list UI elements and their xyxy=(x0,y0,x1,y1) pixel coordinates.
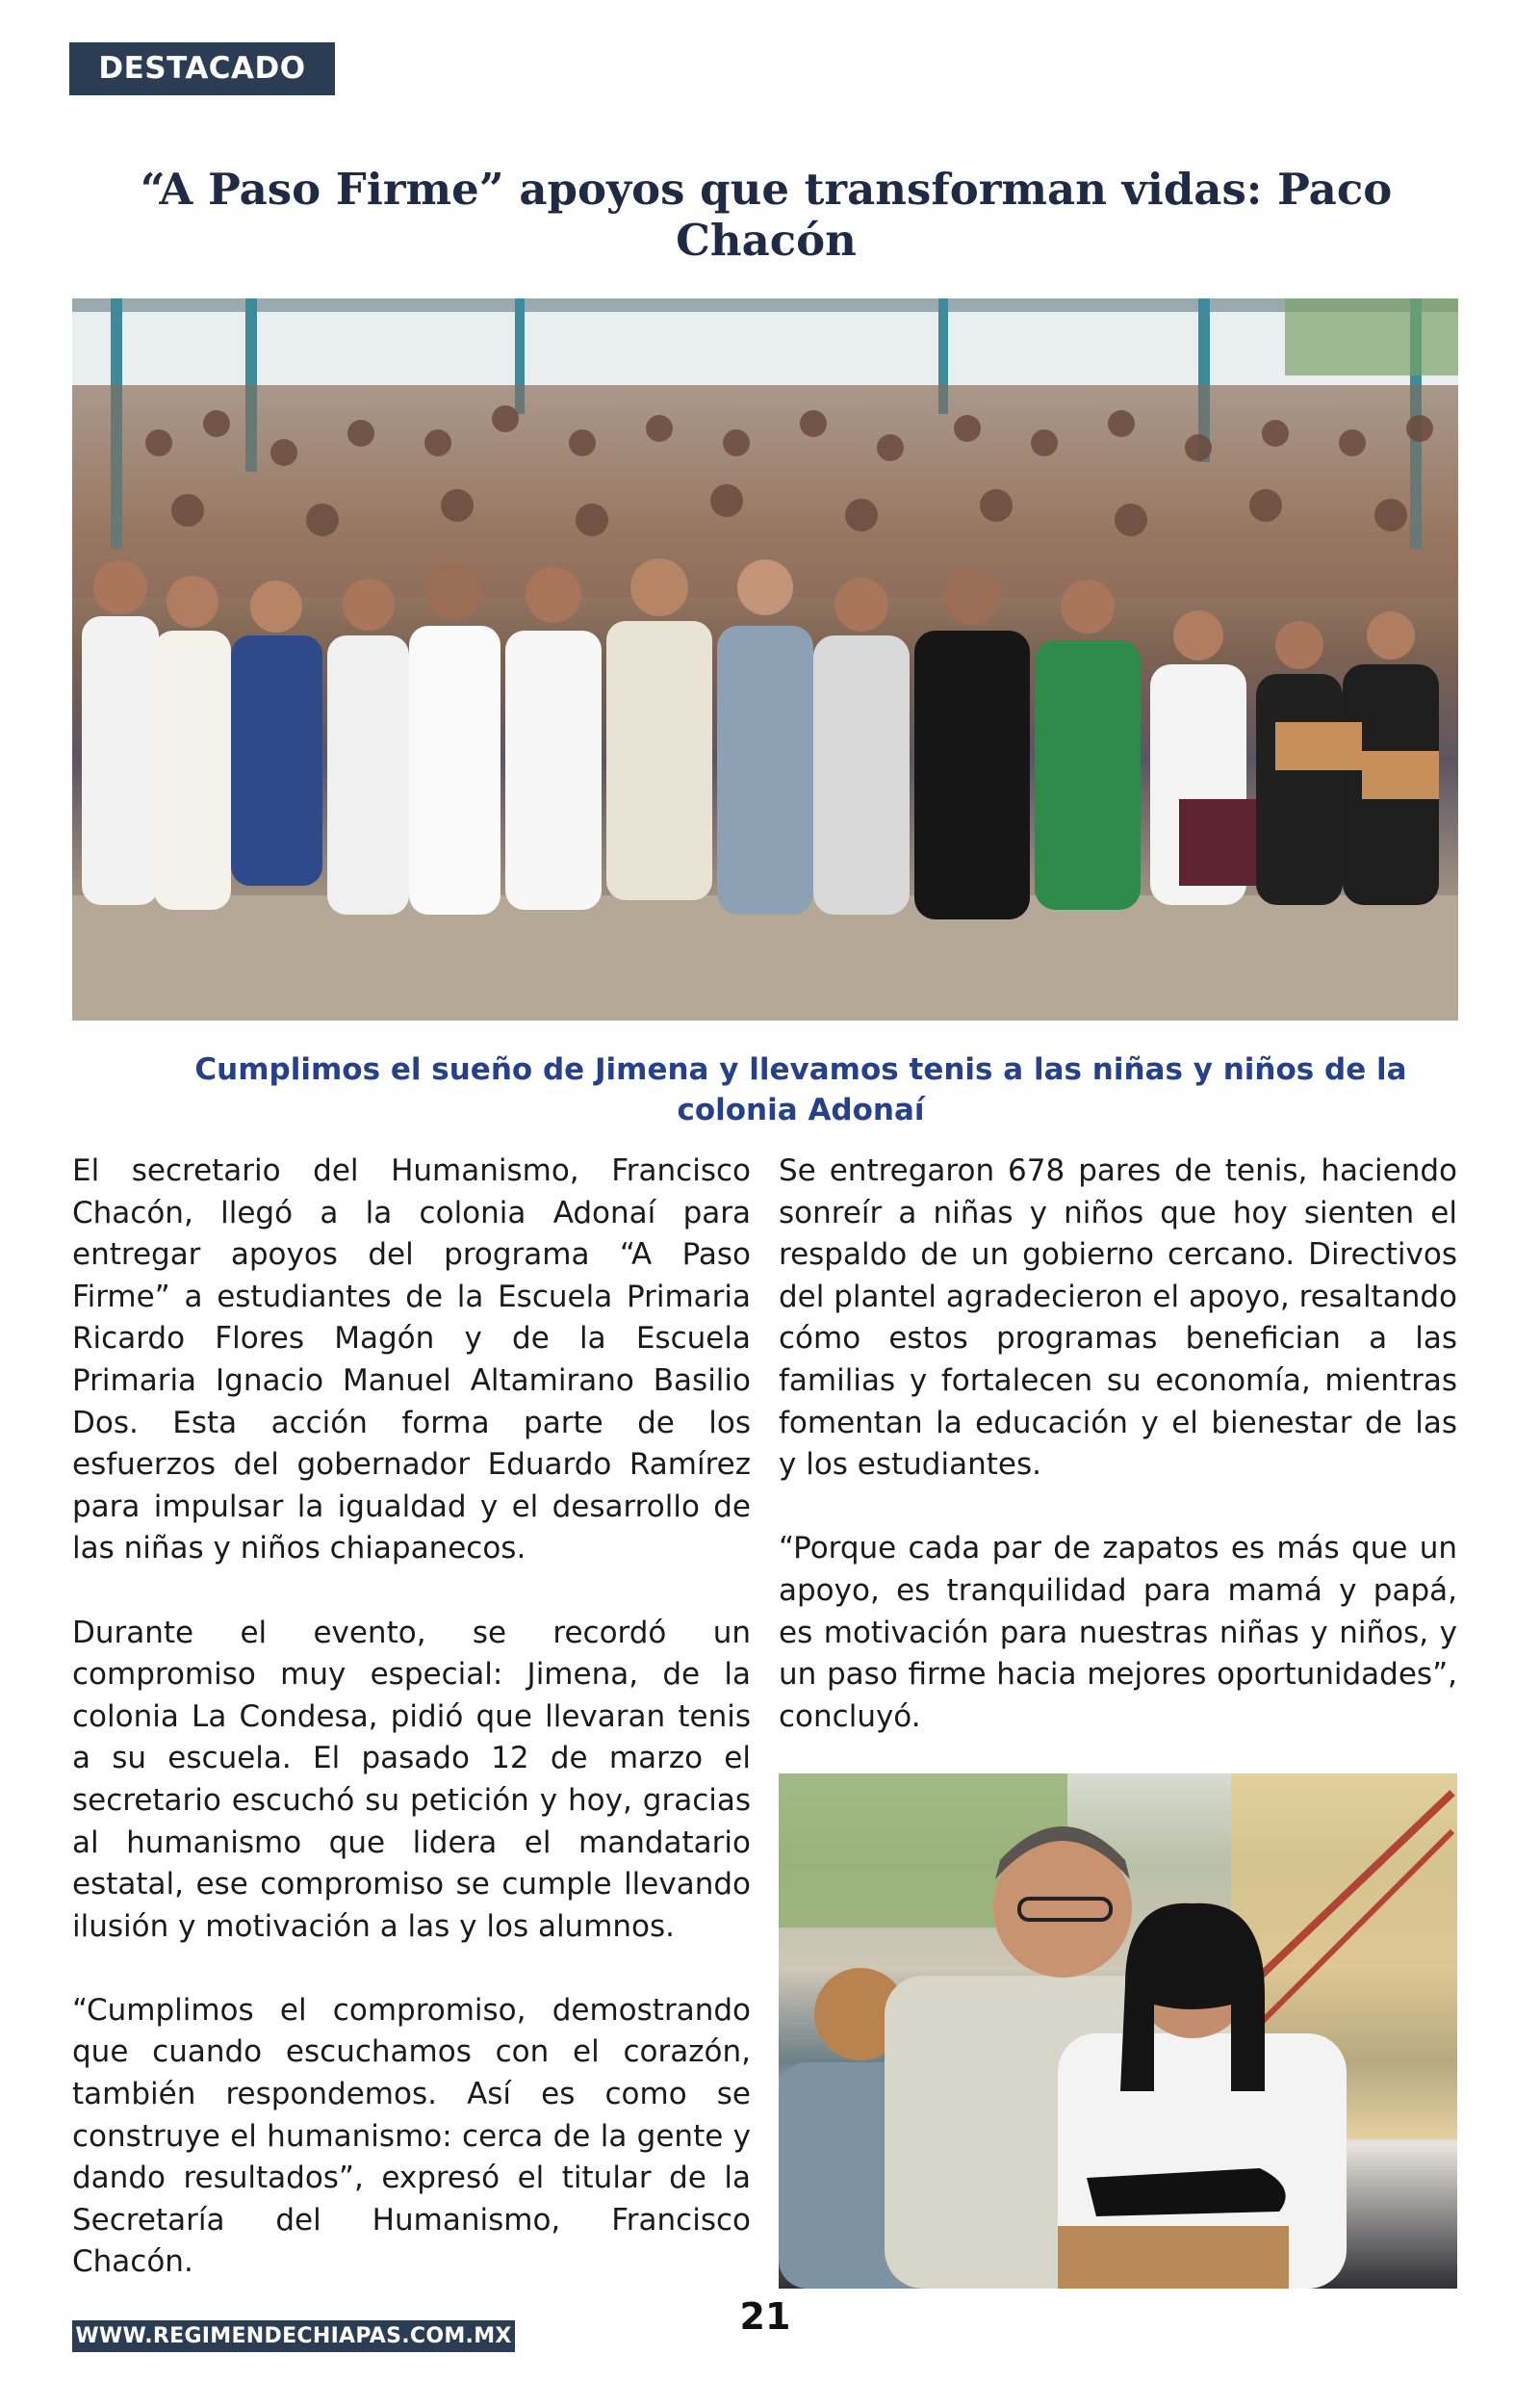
paragraph: El secretario del Humanismo, Francisco Chacón, llegó a la colonia Adonaí para entregar apoyos del programa “A Paso Firme” a estudiantes de la Escuela Primaria Ricardo Flores Magón y de la Escuela Primaria Ignacio Manuel Altamirano Basilio Dos. Esta acción forma parte de los esfuerzos del gobernador Eduardo Ramírez para impulsar la igualdad y el desarrollo de las niñas y niños chiapanecos. xyxy=(72,1153,751,1566)
page-number: 21 xyxy=(739,2295,791,2338)
photo-caption: Cumplimos el sueño de Jimena y llevamos tenis a las niñas y niños de la colonia Adonaí xyxy=(194,1052,1407,1127)
section-label: DESTACADO xyxy=(69,42,335,95)
paragraph: Durante el evento, se recordó un compromiso muy especial: Jimena, de la colonia La Condesa, pidió que llevaran tenis a su escuela. El pasado 12 de marzo el secretario escuchó su petición y hoy, gracias al humanismo que lidera el mandatario estatal, ese compromiso se cumple llevando ilusión y motivación a las y los alumnos. xyxy=(72,1615,751,1944)
paragraph: “Porque cada par de zapatos es más que un apoyo, es tranquilidad para mamá y papá, es motivación para nuestras niñas y niños, y un paso firme hacia mejores oportunidades”, concluyó. xyxy=(779,1531,1457,1734)
paragraph: “Cumplimos el compromiso, demostrando que cuando escuchamos con el corazón, también respondemos. Así es como se construye el humanismo: cerca de la gente y dando resultados”, expresó el titular de la Secretaría del Humanismo, Francisco Chacón. xyxy=(72,1992,751,2280)
secondary-photo xyxy=(779,1773,1457,2289)
main-event-photo xyxy=(72,298,1458,1021)
paragraph: Se entregaron 678 pares de tenis, haciendo sonreír a niñas y niños que hoy sienten el respaldo de un gobierno cercano. Directivos del plantel agradecieron el apoyo, resaltando cómo estos programas benefician a las familias y fortalecen su economía, mientras fomentan la educación y el bienestar de las y los estudiantes. xyxy=(779,1153,1457,1483)
article-column-left xyxy=(72,1151,751,2326)
page-title: “A Paso Firme” apoyos que transforman vidas: Paco Chacón xyxy=(140,164,1393,266)
crowd-photo-illustration xyxy=(72,298,1458,1021)
website-link[interactable]: WWW.REGIMENDECHIAPAS.COM.MX xyxy=(72,2320,515,2352)
secretary-with-student-illustration xyxy=(779,1773,1457,2289)
article-column-right xyxy=(779,1151,1457,1780)
